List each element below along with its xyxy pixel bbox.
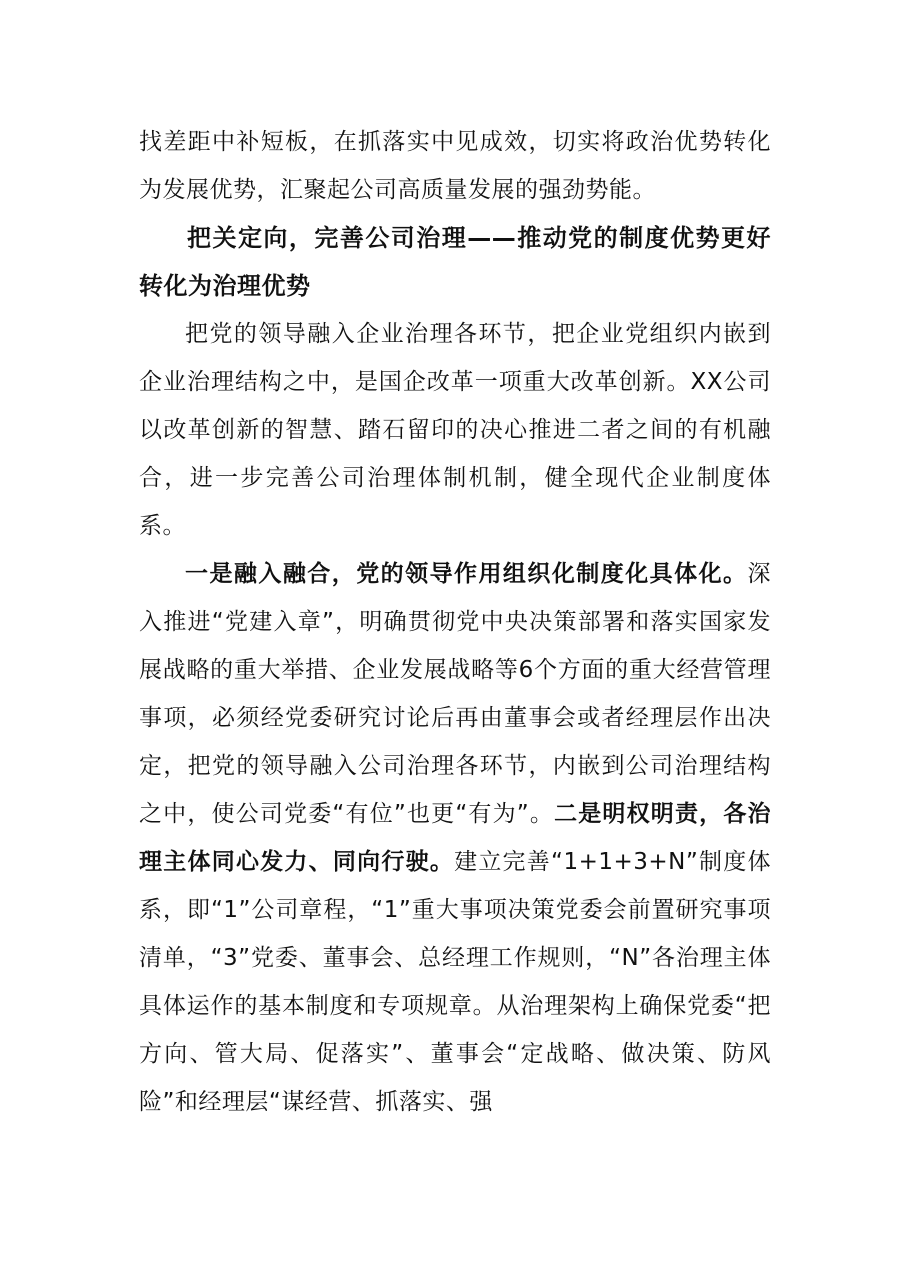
paragraph-continuation: 找差距中补短板，在抓落实中见成效，切实将政治优势转化为发展优势，汇聚起公司高质量发展的强劲势能。 xyxy=(139,129,771,203)
document-body xyxy=(139,118,771,1126)
point1-body: 深入推进“党建入章”，明确贯彻党中央决策部署和落实国家发展战略的重大举措、企业发展战略等6个方面的重大经营管理事项，必须经党委研究讨论后再由董事会或者经理层作出决定，把党的领导融入公司治理各环节，内嵌到公司治理结构之中，使公司党委“有位”也更“有为”。 xyxy=(139,561,771,827)
point2-lead: 二是明权明责，各治理主体同心发力、同向行驶。 xyxy=(139,801,771,875)
paragraph-intro: 把党的领导融入企业治理各环节，把企业党组织内嵌到企业治理结构之中，是国企改革一项重大改革创新。XX公司以改革创新的智慧、踏石留印的决心推进二者之间的有机融合，进一步完善公司治理体制机制，健全现代企业制度体系。 xyxy=(139,321,771,539)
point2-body: 建立完善“1+1+3+N”制度体系，即“1”公司章程，“1”重大事项决策党委会前置研究事项清单，“3”党委、董事会、总经理工作规则，“N”各治理主体具体运作的基本制度和专项规章。从治理架构上确保党委“把方向、管大局、促落实”、董事会“定战略、做决策、防风险”和经理层“谋经营、抓落实、强 xyxy=(139,849,771,1115)
point1-lead: 一是融入融合，党的领导作用组织化制度化具体化。 xyxy=(185,561,748,587)
section-heading: 把关定向，完善公司治理——推动党的制度优势更好转化为治理优势 xyxy=(139,224,771,300)
paragraph-points xyxy=(139,550,771,1126)
